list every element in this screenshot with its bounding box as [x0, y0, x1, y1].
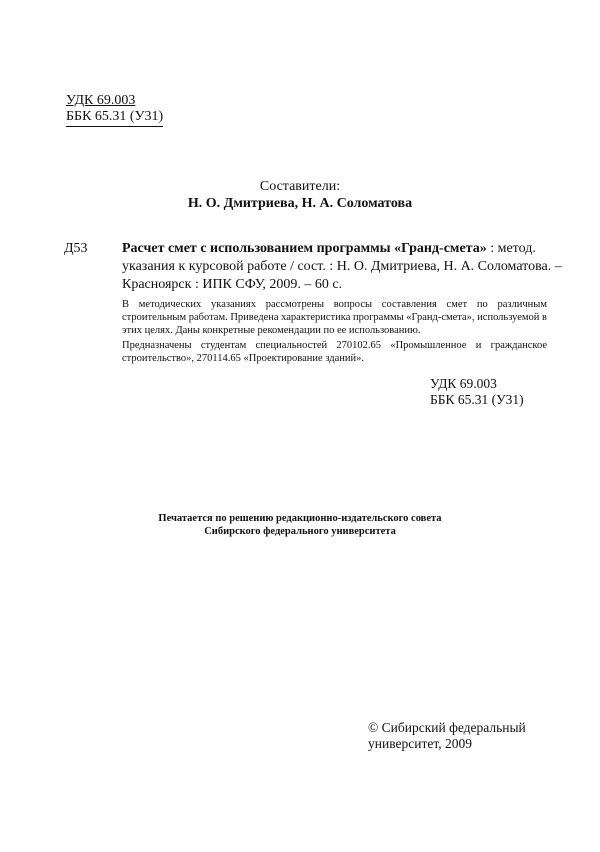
biblio-line-1-rest: : метод. — [486, 241, 536, 256]
catalog-code: Д53 — [64, 241, 88, 256]
udk-top: УДК 69.003 — [66, 93, 136, 108]
printing-approval-line-2: Сибирского федерального университета — [204, 526, 396, 537]
abstract — [122, 298, 547, 365]
printing-approval-line-1: Печатается по решению редакционно-издательского совета — [158, 513, 442, 524]
bbk-right: ББК 65.31 (У31) — [430, 392, 524, 407]
bbk-top: ББК 65.31 (У31) — [66, 109, 163, 127]
compilers-heading: Составители: — [259, 179, 341, 194]
udk-bbk-top-block — [66, 93, 163, 127]
copyright-block — [368, 720, 526, 752]
udk-bbk-right-block — [430, 376, 538, 408]
biblio-line-2: указания к курсовой работе / сост. : Н. О. Дмитриева, Н. А. Соломатова. – — [122, 259, 562, 274]
abstract-paragraph-2: Предназначены студентам специальностей 270102.65 «Промышленное и гражданское строительство», 270114.65 «Проектирование зданий». — [122, 340, 547, 364]
copyright-line-1: © Сибирский федеральный — [368, 720, 526, 735]
biblio-line-3: Красноярск : ИПК СФУ, 2009. – 60 с. — [122, 277, 343, 292]
compilers-block — [0, 178, 600, 212]
bibliographic-record — [122, 240, 562, 294]
copyright-line-2: университет, 2009 — [368, 736, 472, 751]
udk-right: УДК 69.003 — [430, 376, 497, 391]
compilers-names: Н. О. Дмитриева, Н. А. Соломатова — [187, 196, 413, 211]
printing-approval — [0, 512, 600, 538]
book-title: Расчет смет с использованием программы «Гранд-смета» — [122, 241, 487, 256]
abstract-paragraph-1: В методических указаниях рассмотрены вопросы составления смет по различным строительным работам. Приведена характеристика программы «Гранд-смета», используемой в этих целях. Даны конкретные рекомендации по ее использованию. — [122, 299, 547, 336]
biblio-line-1 — [122, 240, 542, 258]
